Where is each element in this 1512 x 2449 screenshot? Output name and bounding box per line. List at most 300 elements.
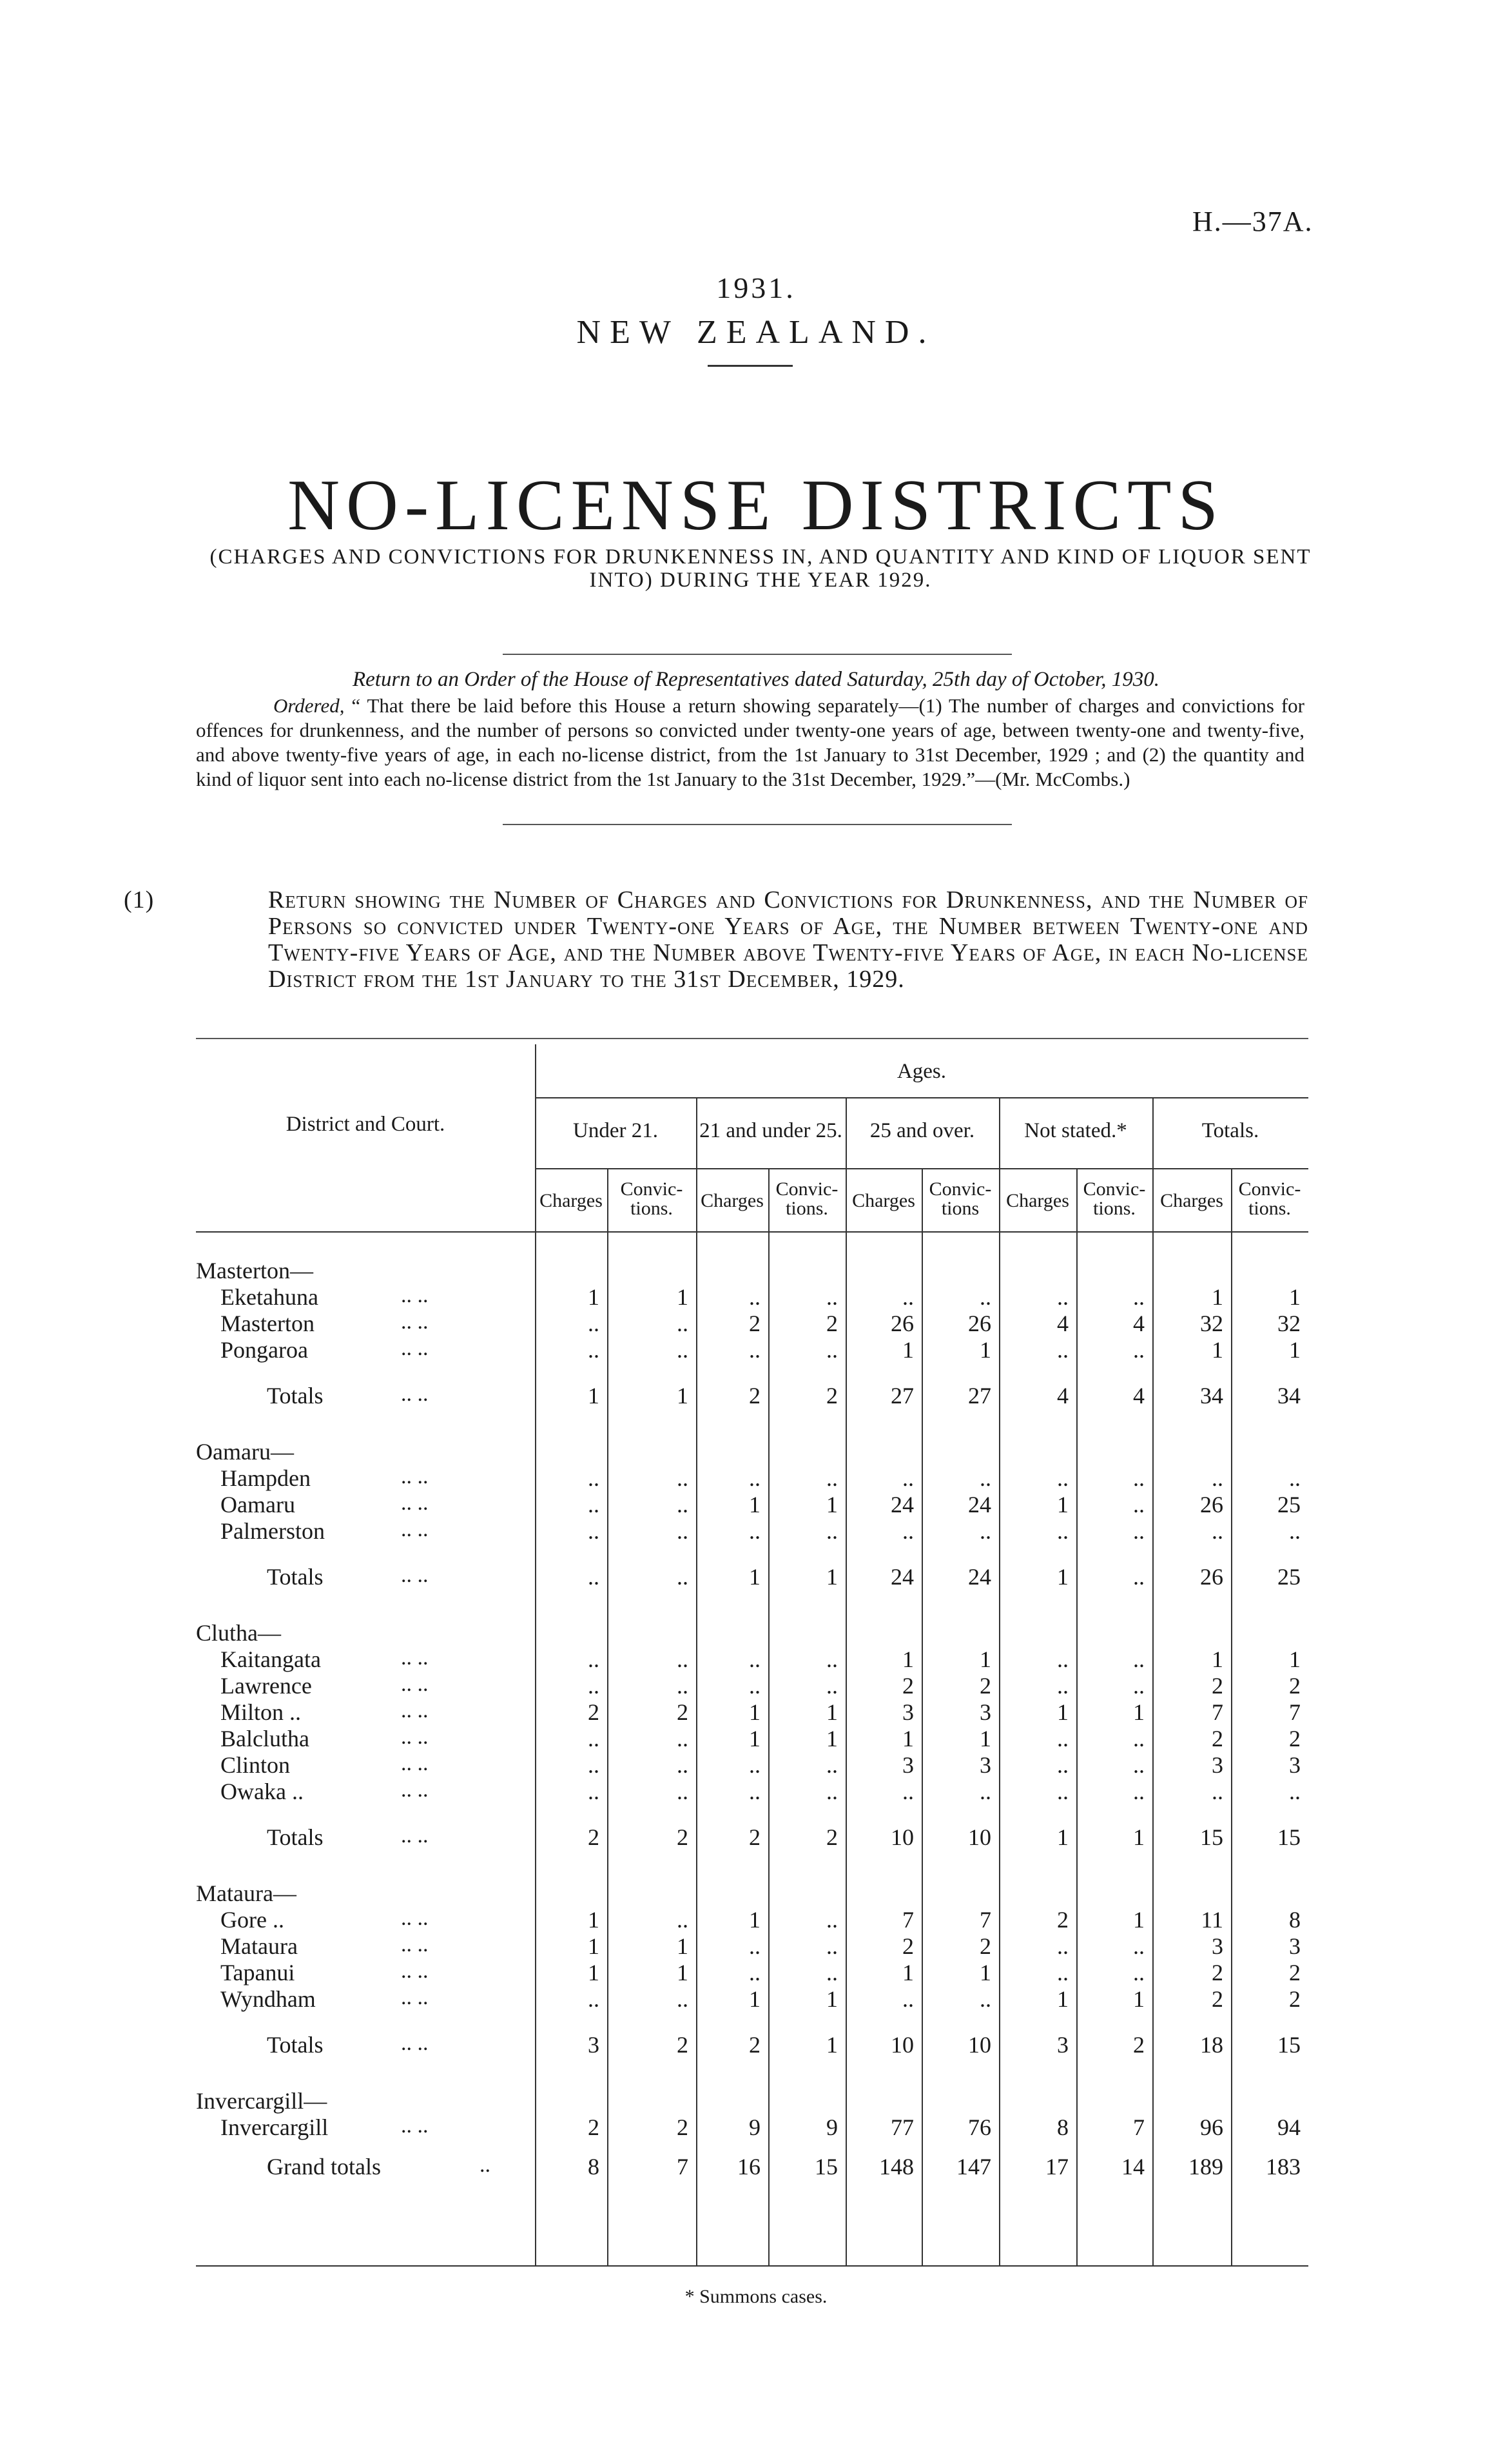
cell-value: 2 bbox=[1212, 1960, 1223, 1986]
divider bbox=[196, 1038, 1308, 1039]
cell-value: 7 bbox=[1212, 1699, 1223, 1725]
return-order-line: Return to an Order of the House of Representatives dated Saturday, 25th day of October, 1930. bbox=[353, 668, 1159, 691]
table-vline bbox=[607, 1168, 608, 2265]
leader-dots: .. .. bbox=[401, 1751, 429, 1775]
court-label: Tapanui bbox=[220, 1960, 295, 1986]
cell-value: .. bbox=[980, 1986, 991, 2012]
cell-value: 2 bbox=[1289, 1726, 1301, 1751]
cell-value: .. bbox=[588, 1752, 599, 1778]
cell-value: .. bbox=[677, 1465, 688, 1491]
cell-value: .. bbox=[677, 1673, 688, 1699]
cell-value: .. bbox=[749, 1646, 761, 1672]
cell-value: 3 bbox=[980, 1699, 991, 1725]
cell-value: .. bbox=[1057, 1518, 1069, 1544]
court-label: Invercargill bbox=[220, 2114, 329, 2140]
cell-value: 26 bbox=[1200, 1564, 1223, 1590]
cell-value: 3 bbox=[902, 1752, 914, 1778]
court-label: Hampden bbox=[220, 1465, 311, 1491]
cell-value: .. bbox=[1133, 1960, 1145, 1986]
cell-value: 15 bbox=[1277, 1824, 1301, 1850]
cell-value: 8 bbox=[588, 2154, 599, 2180]
cell-value: .. bbox=[826, 1960, 838, 1986]
cell-value: .. bbox=[588, 1986, 599, 2012]
cell-value: 24 bbox=[891, 1564, 914, 1590]
cell-value: 1 bbox=[1133, 1699, 1145, 1725]
section-heading-text: Return showing the Number of Charges and Convictions for Drunkenness, and the Number of Persons so convicted under Twenty-one Years of Age, the Number between Twenty-one and Twenty-five Years of Age, and the Number above Twenty-five Years of Age, in each No-license District from the 1st January to the 31st December, 1929. bbox=[268, 886, 1308, 993]
cell-value: .. bbox=[902, 1518, 914, 1544]
cell-value: 1 bbox=[749, 1564, 761, 1590]
cell-value: .. bbox=[1133, 1564, 1145, 1590]
cell-value: 1 bbox=[588, 1960, 599, 1986]
cell-value: .. bbox=[826, 1673, 838, 1699]
cell-value: 1 bbox=[826, 1699, 838, 1725]
table-vline bbox=[846, 1097, 847, 2265]
cell-value: 2 bbox=[677, 2114, 688, 2140]
leader-dots: .. .. bbox=[401, 1959, 429, 1983]
cell-value: 1 bbox=[1057, 1699, 1069, 1725]
totals-label: Totals bbox=[267, 2032, 324, 2058]
cell-value: 2 bbox=[980, 1673, 991, 1699]
cell-value: 1 bbox=[826, 1986, 838, 2012]
year: 1931. bbox=[716, 271, 796, 304]
cell-value: 2 bbox=[749, 1383, 761, 1409]
cell-value: 34 bbox=[1200, 1383, 1223, 1409]
cell-value: 11 bbox=[1201, 1907, 1223, 1933]
convictions-header: Convic- tions. bbox=[620, 1178, 683, 1219]
cell-value: 26 bbox=[891, 1311, 914, 1336]
cell-value: 1 bbox=[677, 1383, 688, 1409]
cell-value: 1 bbox=[826, 1726, 838, 1751]
cell-value: .. bbox=[588, 1673, 599, 1699]
leader-dots: .. .. bbox=[401, 1933, 429, 1956]
cell-value: .. bbox=[980, 1779, 991, 1804]
convictions-header: Convic- tions. bbox=[775, 1178, 838, 1219]
cell-value: 2 bbox=[677, 2032, 688, 2058]
leader-dots: .. .. bbox=[401, 1699, 429, 1722]
cell-value: 1 bbox=[980, 1726, 991, 1751]
charges-header: Charges bbox=[539, 1190, 603, 1211]
age-group-header: 25 and over. bbox=[869, 1119, 975, 1142]
cell-value: 2 bbox=[1212, 1726, 1223, 1751]
charges-header: Charges bbox=[852, 1190, 915, 1211]
cell-value: 2 bbox=[1289, 1986, 1301, 2012]
cell-value: .. bbox=[826, 1646, 838, 1672]
table-vline bbox=[1076, 1168, 1078, 2265]
court-label: Wyndham bbox=[220, 1986, 316, 2012]
court-label: Eketahuna bbox=[220, 1284, 318, 1310]
cell-value: 1 bbox=[1212, 1337, 1223, 1363]
cell-value: 1 bbox=[749, 1726, 761, 1751]
cell-value: 2 bbox=[1212, 1673, 1223, 1699]
cell-value: .. bbox=[1057, 1779, 1069, 1804]
cell-value: 1 bbox=[1057, 1564, 1069, 1590]
country: NEW ZEALAND. bbox=[576, 314, 936, 351]
cell-value: 1 bbox=[902, 1337, 914, 1363]
cell-value: 2 bbox=[588, 1699, 599, 1725]
leader-dots: .. bbox=[480, 2153, 490, 2177]
cell-value: 2 bbox=[826, 1824, 838, 1850]
cell-value: .. bbox=[1212, 1518, 1223, 1544]
cell-value: 3 bbox=[1289, 1752, 1301, 1778]
cell-value: 8 bbox=[1057, 2114, 1069, 2140]
district-group-label: Oamaru— bbox=[196, 1439, 294, 1465]
leader-dots: .. .. bbox=[401, 1778, 429, 1802]
cell-value: .. bbox=[677, 1752, 688, 1778]
cell-value: 16 bbox=[737, 2154, 761, 2180]
cell-value: 1 bbox=[677, 1284, 688, 1310]
page-subtitle: (CHARGES AND CONVICTIONS FOR DRUNKENNESS IN, AND QUANTITY AND KIND OF LIQUOR SENT INTO) DURING THE YEAR 1929. bbox=[209, 545, 1312, 592]
leader-dots: .. .. bbox=[401, 1725, 429, 1749]
cell-value: 2 bbox=[980, 1933, 991, 1959]
cell-value: 24 bbox=[968, 1564, 991, 1590]
cell-value: .. bbox=[588, 1492, 599, 1517]
cell-value: .. bbox=[1289, 1465, 1301, 1491]
cell-value: 1 bbox=[902, 1646, 914, 1672]
cell-value: .. bbox=[1057, 1337, 1069, 1363]
cell-value: .. bbox=[1133, 1673, 1145, 1699]
section-heading bbox=[124, 886, 1308, 993]
cell-value: 1 bbox=[1289, 1284, 1301, 1310]
cell-value: 3 bbox=[1057, 2032, 1069, 2058]
ordered-label: Ordered, bbox=[273, 694, 345, 717]
cell-value: .. bbox=[1133, 1646, 1145, 1672]
cell-value: .. bbox=[1289, 1518, 1301, 1544]
charges-header: Charges bbox=[1160, 1190, 1223, 1211]
leader-dots: .. .. bbox=[401, 1465, 429, 1488]
cell-value: 1 bbox=[902, 1960, 914, 1986]
age-group-header: 21 and under 25. bbox=[699, 1119, 842, 1142]
cell-value: 10 bbox=[968, 2032, 991, 2058]
cell-value: .. bbox=[1133, 1337, 1145, 1363]
cell-value: .. bbox=[826, 1337, 838, 1363]
table-vline bbox=[1152, 1097, 1154, 2265]
cell-value: 4 bbox=[1133, 1311, 1145, 1336]
cell-value: 3 bbox=[1212, 1752, 1223, 1778]
cell-value: .. bbox=[1057, 1726, 1069, 1751]
court-label: Kaitangata bbox=[220, 1646, 321, 1672]
cell-value: 3 bbox=[1289, 1933, 1301, 1959]
cell-value: .. bbox=[677, 1492, 688, 1517]
cell-value: .. bbox=[1289, 1779, 1301, 1804]
court-label: Pongaroa bbox=[220, 1337, 308, 1363]
cell-value: .. bbox=[677, 1779, 688, 1804]
cell-value: 2 bbox=[902, 1933, 914, 1959]
cell-value: .. bbox=[980, 1518, 991, 1544]
cell-value: 10 bbox=[891, 1824, 914, 1850]
leader-dots: .. .. bbox=[401, 1672, 429, 1696]
divider bbox=[708, 365, 793, 367]
cell-value: .. bbox=[826, 1284, 838, 1310]
cell-value: 7 bbox=[1289, 1699, 1301, 1725]
cell-value: .. bbox=[588, 1311, 599, 1336]
cell-value: 1 bbox=[980, 1337, 991, 1363]
court-label: Mataura bbox=[220, 1933, 298, 1959]
cell-value: 4 bbox=[1057, 1383, 1069, 1409]
leader-dots: .. .. bbox=[401, 1986, 429, 2009]
cell-value: 148 bbox=[879, 2154, 914, 2180]
cell-value: .. bbox=[749, 1960, 761, 1986]
cell-value: 3 bbox=[588, 2032, 599, 2058]
cell-value: 2 bbox=[826, 1311, 838, 1336]
district-group-label: Clutha— bbox=[196, 1620, 281, 1646]
cell-value: .. bbox=[749, 1752, 761, 1778]
age-group-header: Totals. bbox=[1201, 1119, 1259, 1142]
court-label: Oamaru bbox=[220, 1492, 295, 1517]
table-vline bbox=[1231, 1168, 1232, 2265]
cell-value: 7 bbox=[677, 2154, 688, 2180]
cell-value: .. bbox=[826, 1779, 838, 1804]
cell-value: .. bbox=[677, 1646, 688, 1672]
court-label: Lawrence bbox=[220, 1673, 312, 1699]
cell-value: .. bbox=[749, 1673, 761, 1699]
cell-value: .. bbox=[1133, 1284, 1145, 1310]
cell-value: 1 bbox=[1133, 1986, 1145, 2012]
cell-value: 76 bbox=[968, 2114, 991, 2140]
leader-dots: .. .. bbox=[401, 1517, 429, 1541]
court-label: Balclutha bbox=[220, 1726, 309, 1751]
cell-value: 1 bbox=[588, 1907, 599, 1933]
cell-value: .. bbox=[588, 1337, 599, 1363]
cell-value: .. bbox=[677, 1337, 688, 1363]
cell-value: .. bbox=[749, 1284, 761, 1310]
cell-value: .. bbox=[980, 1465, 991, 1491]
cell-value: 2 bbox=[588, 1824, 599, 1850]
table-vline bbox=[999, 1097, 1000, 2265]
cell-value: 2 bbox=[826, 1383, 838, 1409]
cell-value: .. bbox=[749, 1465, 761, 1491]
cell-value: 24 bbox=[968, 1492, 991, 1517]
convictions-header: Convic- tions. bbox=[1083, 1178, 1146, 1219]
cell-value: 2 bbox=[677, 1824, 688, 1850]
document-reference: H.—37A. bbox=[1192, 206, 1313, 237]
cell-value: 1 bbox=[588, 1284, 599, 1310]
court-label: Palmerston bbox=[220, 1518, 325, 1544]
cell-value: .. bbox=[749, 1933, 761, 1959]
table-vline bbox=[922, 1168, 923, 2265]
cell-value: 7 bbox=[902, 1907, 914, 1933]
cell-value: .. bbox=[826, 1465, 838, 1491]
cell-value: .. bbox=[1057, 1960, 1069, 1986]
district-group-label: Masterton— bbox=[196, 1258, 313, 1283]
table-vline bbox=[768, 1168, 770, 2265]
cell-value: .. bbox=[1212, 1779, 1223, 1804]
cell-value: 77 bbox=[891, 2114, 914, 2140]
cell-value: 1 bbox=[902, 1726, 914, 1751]
cell-value: 17 bbox=[1045, 2154, 1069, 2180]
leader-dots: .. .. bbox=[401, 2114, 429, 2138]
cell-value: 25 bbox=[1277, 1492, 1301, 1517]
cell-value: .. bbox=[1057, 1933, 1069, 1959]
leader-dots: .. .. bbox=[401, 1824, 429, 1848]
cell-value: 32 bbox=[1277, 1311, 1301, 1336]
cell-value: 183 bbox=[1266, 2154, 1301, 2180]
age-group-header: Under 21. bbox=[573, 1119, 658, 1142]
cell-value: .. bbox=[902, 1986, 914, 2012]
cell-value: 1 bbox=[1133, 1824, 1145, 1850]
cell-value: 1 bbox=[749, 1986, 761, 2012]
cell-value: 7 bbox=[1133, 2114, 1145, 2140]
cell-value: 1 bbox=[980, 1960, 991, 1986]
cell-value: 2 bbox=[588, 2114, 599, 2140]
cell-value: 26 bbox=[1200, 1492, 1223, 1517]
convictions-header: Convic- tions bbox=[929, 1178, 992, 1219]
cell-value: .. bbox=[1133, 1726, 1145, 1751]
cell-value: 1 bbox=[980, 1646, 991, 1672]
cell-value: 10 bbox=[891, 2032, 914, 2058]
district-group-label: Mataura— bbox=[196, 1880, 296, 1906]
cell-value: 3 bbox=[902, 1699, 914, 1725]
footnote: * Summons cases. bbox=[684, 2286, 828, 2307]
cell-value: .. bbox=[902, 1465, 914, 1491]
cell-value: .. bbox=[1133, 1779, 1145, 1804]
cell-value: 15 bbox=[1277, 2032, 1301, 2058]
totals-label: Grand totals bbox=[267, 2154, 381, 2180]
cell-value: .. bbox=[749, 1779, 761, 1804]
cell-value: .. bbox=[588, 1646, 599, 1672]
cell-value: 2 bbox=[1289, 1673, 1301, 1699]
ordered-paragraph bbox=[196, 694, 1304, 792]
cell-value: 1 bbox=[1057, 1824, 1069, 1850]
cell-value: 1 bbox=[677, 1960, 688, 1986]
leader-dots: .. .. bbox=[401, 1310, 429, 1334]
cell-value: .. bbox=[1133, 1492, 1145, 1517]
district-group-label: Invercargill— bbox=[196, 2088, 327, 2114]
drunkenness-table bbox=[196, 1044, 1308, 2269]
cell-value: .. bbox=[826, 1752, 838, 1778]
cell-value: .. bbox=[1212, 1465, 1223, 1491]
leader-dots: .. .. bbox=[401, 1646, 429, 1670]
cell-value: 2 bbox=[749, 1311, 761, 1336]
cell-value: .. bbox=[677, 1518, 688, 1544]
cell-value: 2 bbox=[1212, 1986, 1223, 2012]
leader-dots: .. .. bbox=[401, 1491, 429, 1515]
cell-value: 18 bbox=[1200, 2032, 1223, 2058]
cell-value: 25 bbox=[1277, 1564, 1301, 1590]
table-hline bbox=[196, 1231, 1308, 1233]
cell-value: 34 bbox=[1277, 1383, 1301, 1409]
cell-value: .. bbox=[1133, 1518, 1145, 1544]
cell-value: .. bbox=[980, 1284, 991, 1310]
court-label: Milton .. bbox=[220, 1699, 302, 1725]
cell-value: 4 bbox=[1133, 1383, 1145, 1409]
cell-value: .. bbox=[677, 1907, 688, 1933]
court-label: Masterton bbox=[220, 1311, 315, 1336]
cell-value: .. bbox=[677, 1986, 688, 2012]
cell-value: 94 bbox=[1277, 2114, 1301, 2140]
cell-value: 7 bbox=[980, 1907, 991, 1933]
cell-value: 1 bbox=[677, 1933, 688, 1959]
page-title: NO-LICENSE DISTRICTS bbox=[287, 465, 1225, 545]
cell-value: .. bbox=[902, 1779, 914, 1804]
cell-value: 1 bbox=[1133, 1907, 1145, 1933]
cell-value: 1 bbox=[826, 1564, 838, 1590]
totals-label: Totals bbox=[267, 1383, 324, 1409]
cell-value: 32 bbox=[1200, 1311, 1223, 1336]
cell-value: .. bbox=[1133, 1933, 1145, 1959]
cell-value: 8 bbox=[1289, 1907, 1301, 1933]
cell-value: .. bbox=[902, 1284, 914, 1310]
cell-value: .. bbox=[677, 1564, 688, 1590]
cell-value: .. bbox=[1057, 1673, 1069, 1699]
cell-value: 10 bbox=[968, 1824, 991, 1850]
cell-value: .. bbox=[749, 1337, 761, 1363]
cell-value: .. bbox=[588, 1779, 599, 1804]
cell-value: 2 bbox=[1057, 1907, 1069, 1933]
cell-value: .. bbox=[826, 1907, 838, 1933]
cell-value: 2 bbox=[902, 1673, 914, 1699]
cell-value: 2 bbox=[749, 1824, 761, 1850]
cell-value: 1 bbox=[1289, 1646, 1301, 1672]
cell-value: 9 bbox=[749, 2114, 761, 2140]
table-hline bbox=[535, 1097, 1308, 1098]
section-number: (1) bbox=[124, 886, 155, 913]
cell-value: .. bbox=[1057, 1284, 1069, 1310]
cell-value: .. bbox=[677, 1726, 688, 1751]
age-group-header: Not stated.* bbox=[1024, 1119, 1127, 1142]
leader-dots: .. .. bbox=[401, 1382, 429, 1406]
cell-value: 24 bbox=[891, 1492, 914, 1517]
cell-value: 15 bbox=[1200, 1824, 1223, 1850]
cell-value: 1 bbox=[826, 1492, 838, 1517]
divider bbox=[503, 654, 1012, 655]
cell-value: 1 bbox=[1057, 1492, 1069, 1517]
leader-dots: .. .. bbox=[401, 2031, 429, 2055]
cell-value: 96 bbox=[1200, 2114, 1223, 2140]
cell-value: .. bbox=[588, 1564, 599, 1590]
cell-value: .. bbox=[588, 1726, 599, 1751]
convictions-header: Convic- tions. bbox=[1238, 1178, 1301, 1219]
cell-value: 3 bbox=[1212, 1933, 1223, 1959]
cell-value: .. bbox=[1057, 1465, 1069, 1491]
cell-value: 2 bbox=[1289, 1960, 1301, 1986]
cell-value: .. bbox=[826, 1518, 838, 1544]
leader-dots: .. .. bbox=[401, 1283, 429, 1307]
table-vline bbox=[535, 1044, 536, 2265]
cell-value: 189 bbox=[1188, 2154, 1223, 2180]
cell-value: 147 bbox=[956, 2154, 991, 2180]
charges-header: Charges bbox=[1006, 1190, 1069, 1211]
cell-value: 2 bbox=[1133, 2032, 1145, 2058]
cell-value: 1 bbox=[826, 2032, 838, 2058]
cell-value: 14 bbox=[1121, 2154, 1145, 2180]
ordered-text: “ That there be laid before this House a return showing separately—(1) The number of charges and convictions for offences for drunkenness, and the number of persons so convicted under twenty-one years of age, between twenty-one and twenty-five, and above twenty-five years of age, in each no-license district, from the 1st January to 31st December, 1929 ; and (2) the quantity and kind of liquor sent into each no-license district from the 1st January to the 31st December, 1929.”—(Mr. McCombs.) bbox=[196, 694, 1304, 790]
cell-value: 1 bbox=[749, 1907, 761, 1933]
cell-value: 26 bbox=[968, 1311, 991, 1336]
cell-value: 1 bbox=[588, 1933, 599, 1959]
table-hline bbox=[535, 1168, 1308, 1169]
charges-header: Charges bbox=[701, 1190, 764, 1211]
cell-value: .. bbox=[826, 1933, 838, 1959]
cell-value: .. bbox=[1057, 1646, 1069, 1672]
cell-value: .. bbox=[677, 1311, 688, 1336]
cell-value: 15 bbox=[815, 2154, 838, 2180]
court-label: Owaka .. bbox=[220, 1779, 304, 1804]
table-vline bbox=[696, 1097, 697, 2265]
totals-label: Totals bbox=[267, 1564, 324, 1590]
district-header: District and Court. bbox=[286, 1113, 445, 1136]
cell-value: 1 bbox=[749, 1699, 761, 1725]
cell-value: 1 bbox=[1212, 1646, 1223, 1672]
leader-dots: .. .. bbox=[401, 1336, 429, 1360]
court-label: Clinton bbox=[220, 1752, 291, 1778]
cell-value: 1 bbox=[1289, 1337, 1301, 1363]
table-hline bbox=[196, 2265, 1308, 2267]
cell-value: 3 bbox=[980, 1752, 991, 1778]
cell-value: .. bbox=[1133, 1465, 1145, 1491]
cell-value: 4 bbox=[1057, 1311, 1069, 1336]
ages-header: Ages. bbox=[897, 1060, 947, 1083]
cell-value: .. bbox=[1057, 1752, 1069, 1778]
